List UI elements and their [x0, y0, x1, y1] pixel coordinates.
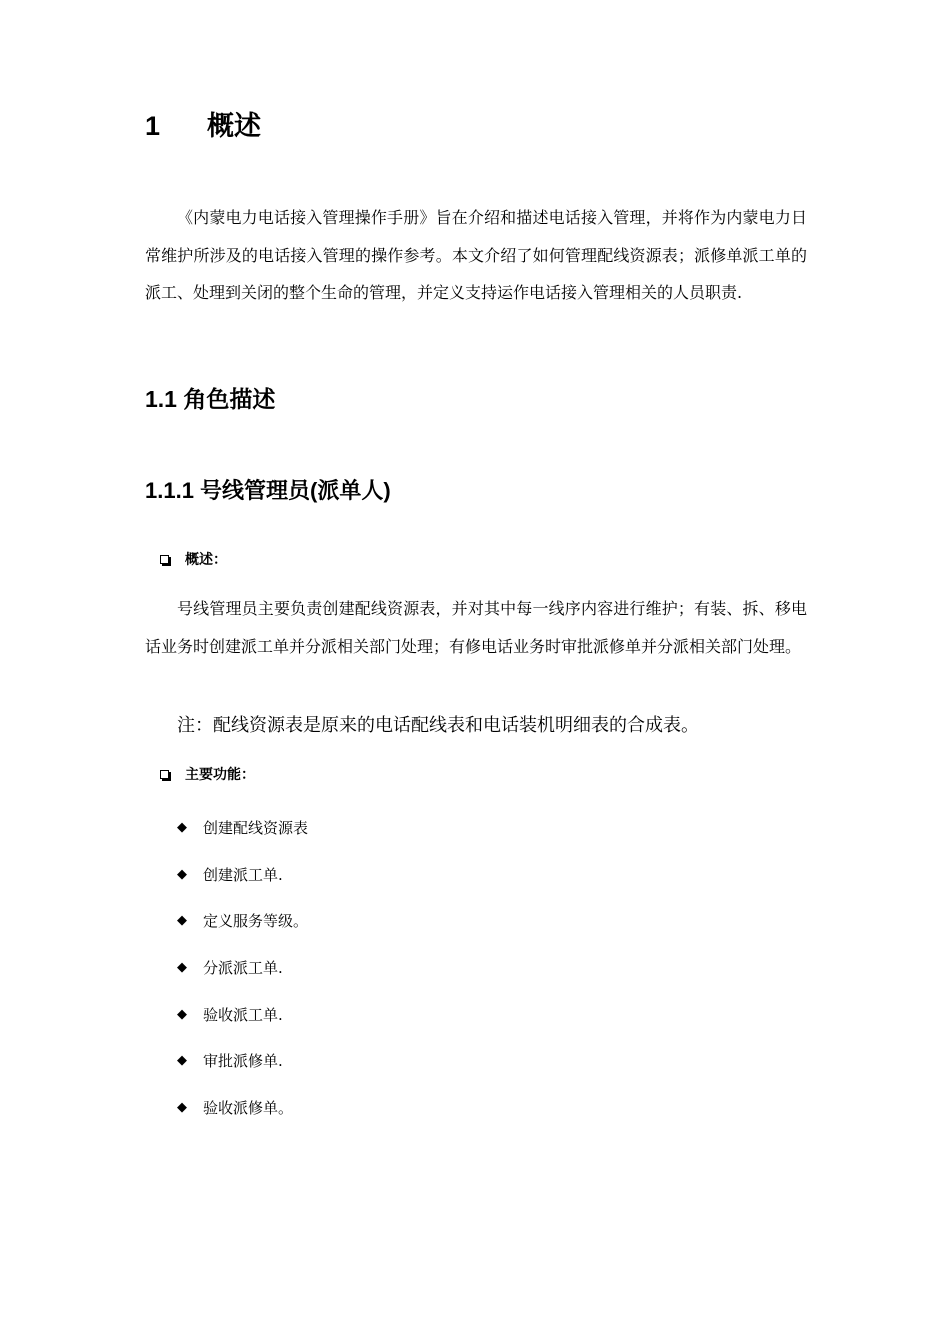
checkbox-square-icon	[160, 770, 169, 779]
diamond-bullet-icon: ◆	[177, 819, 187, 835]
functions-label	[160, 764, 255, 784]
subsection-heading: 1.1.1 号线管理员(派单人)	[145, 478, 391, 503]
chapter-number: 1	[145, 111, 161, 141]
overview-label-text: 概述：	[185, 551, 227, 567]
diamond-bullet-icon: ◆	[177, 1099, 187, 1115]
list-item-text: 创建配线资源表	[203, 818, 309, 837]
overview-paragraph: 号线管理员主要负责创建配线资源表，并对其中每一线序内容进行维护；有装、拆、移电话业务时创建派工单并分派相关部门处理；有修电话业务时审批派修单并分派相关部门处理。	[145, 599, 807, 656]
list-item	[175, 804, 308, 851]
overview-label	[160, 549, 227, 569]
list-item-text: 定义服务等级。	[203, 912, 309, 931]
list-item-text: 审批派修单.	[203, 1052, 283, 1071]
diamond-bullet-icon: ◆	[177, 1006, 187, 1022]
diamond-bullet-icon: ◆	[177, 959, 187, 975]
list-item	[175, 851, 308, 898]
list-item-text: 验收派修单。	[203, 1098, 294, 1117]
diamond-bullet-icon: ◆	[177, 1053, 187, 1069]
diamond-bullet-icon: ◆	[177, 866, 187, 882]
functions-label-text: 主要功能：	[185, 766, 255, 782]
checkbox-square-icon	[160, 555, 169, 564]
list-item	[175, 897, 308, 944]
note-paragraph: 注：配线资源表是原来的电话配线表和电话装机明细表的合成表。	[177, 715, 699, 736]
list-item-text: 分派派工单.	[203, 958, 283, 977]
list-item	[175, 991, 308, 1038]
list-item	[175, 1037, 308, 1084]
diamond-bullet-icon: ◆	[177, 913, 187, 929]
chapter-heading	[145, 108, 261, 144]
list-item-text: 创建派工单.	[203, 865, 283, 884]
list-item	[175, 1084, 308, 1131]
functions-list	[175, 804, 308, 1131]
chapter-title: 概述	[207, 111, 261, 141]
section-heading: 1.1 角色描述	[145, 386, 276, 412]
list-item-text: 验收派工单.	[203, 1005, 283, 1024]
list-item	[175, 944, 308, 991]
intro-paragraph: 《内蒙电力电话接入管理操作手册》旨在介绍和描述电话接入管理，并将作为内蒙电力日常维护所涉及的电话接入管理的操作参考。本文介绍了如何管理配线资源表；派修单派工单的派工、处理到关闭的整个生命的管理，并定义支持运作电话接入管理相关的人员职责.	[145, 208, 807, 302]
